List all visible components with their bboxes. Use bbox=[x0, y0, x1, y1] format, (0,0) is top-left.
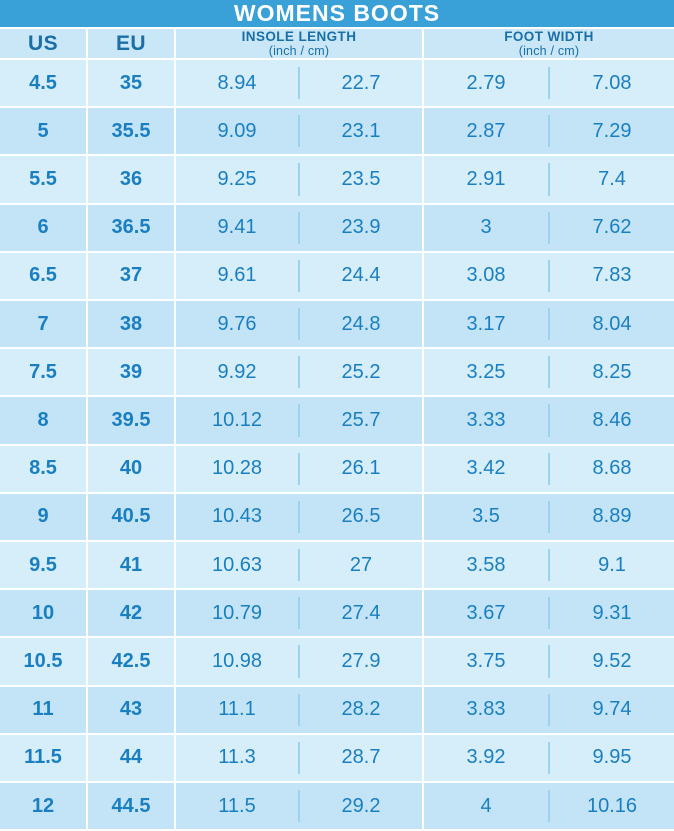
cell-foot-width bbox=[424, 638, 674, 686]
cell-width-cm: 7.62 bbox=[592, 216, 632, 239]
table-row bbox=[0, 638, 674, 686]
cell-foot-width bbox=[424, 108, 674, 156]
cell-insole-length bbox=[176, 494, 424, 542]
table-row bbox=[0, 397, 674, 445]
cell-width-inch: 2.91 bbox=[424, 163, 550, 195]
column-header-eu-label: EU bbox=[116, 31, 146, 55]
column-header-width-label: FOOT WIDTH bbox=[504, 29, 594, 44]
cell-eu-size: 37 bbox=[88, 253, 176, 301]
cell-eu-size: 44.5 bbox=[88, 783, 176, 831]
cell-width-inch: 3.58 bbox=[424, 549, 550, 581]
cell-insole-inch: 9.76 bbox=[176, 308, 300, 340]
column-header-insole-label: INSOLE LENGTH bbox=[241, 29, 357, 44]
cell-width-inch: 3.08 bbox=[424, 260, 550, 292]
cell-foot-width bbox=[424, 349, 674, 397]
cell-insole-cm: 28.2 bbox=[341, 698, 381, 721]
cell-insole-cm: 24.4 bbox=[341, 264, 381, 287]
cell-width-inch: 2.79 bbox=[424, 67, 550, 99]
cell-insole-cm: 26.5 bbox=[341, 505, 381, 528]
cell-width-cm: 10.16 bbox=[586, 794, 638, 817]
cell-us-size: 9.5 bbox=[0, 542, 88, 590]
cell-insole-cm: 25.7 bbox=[341, 409, 381, 432]
cell-width-cm: 9.74 bbox=[592, 698, 632, 721]
cell-insole-cm: 23.1 bbox=[341, 119, 381, 142]
cell-insole-cm: 28.7 bbox=[341, 746, 381, 769]
cell-width-inch: 2.87 bbox=[424, 115, 550, 147]
chart-title: WOMENS BOOTS bbox=[0, 0, 674, 29]
cell-us-size: 7.5 bbox=[0, 349, 88, 397]
cell-width-inch: 3.42 bbox=[424, 453, 550, 485]
cell-width-cm: 8.25 bbox=[592, 360, 632, 383]
cell-us-size: 11 bbox=[0, 687, 88, 735]
cell-insole-inch: 10.28 bbox=[176, 453, 300, 485]
cell-insole-cm: 23.5 bbox=[341, 168, 381, 191]
cell-us-size: 10.5 bbox=[0, 638, 88, 686]
cell-insole-length bbox=[176, 205, 424, 253]
cell-us-size: 8 bbox=[0, 397, 88, 445]
cell-eu-size: 38 bbox=[88, 301, 176, 349]
cell-insole-cm: 27.9 bbox=[341, 649, 381, 672]
cell-insole-length bbox=[176, 108, 424, 156]
cell-insole-length bbox=[176, 301, 424, 349]
cell-width-cm: 8.68 bbox=[592, 457, 632, 480]
cell-width-cm: 7.08 bbox=[592, 71, 632, 94]
table-row bbox=[0, 205, 674, 253]
column-header-insole-units: (inch / cm) bbox=[268, 44, 330, 59]
table-row bbox=[0, 735, 674, 783]
cell-insole-cm: 26.1 bbox=[341, 457, 381, 480]
cell-insole-length bbox=[176, 156, 424, 204]
cell-insole-inch: 8.94 bbox=[176, 67, 300, 99]
column-header-insole-length bbox=[176, 29, 424, 60]
table-header-row bbox=[0, 29, 674, 60]
column-header-eu bbox=[88, 29, 176, 60]
cell-width-cm: 9.1 bbox=[598, 553, 626, 576]
cell-width-cm: 8.89 bbox=[592, 505, 632, 528]
cell-eu-size: 36.5 bbox=[88, 205, 176, 253]
cell-foot-width bbox=[424, 783, 674, 831]
cell-eu-size: 35 bbox=[88, 60, 176, 108]
cell-insole-cm: 25.2 bbox=[341, 360, 381, 383]
cell-insole-inch: 9.61 bbox=[176, 260, 300, 292]
cell-width-cm: 7.29 bbox=[592, 119, 632, 142]
cell-width-inch: 3.83 bbox=[424, 694, 550, 726]
cell-insole-inch: 9.92 bbox=[176, 356, 300, 388]
cell-insole-inch: 10.12 bbox=[176, 404, 300, 436]
column-header-us-label: US bbox=[28, 31, 58, 55]
cell-eu-size: 42.5 bbox=[88, 638, 176, 686]
cell-eu-size: 41 bbox=[88, 542, 176, 590]
cell-insole-inch: 10.98 bbox=[176, 645, 300, 677]
cell-us-size: 5 bbox=[0, 108, 88, 156]
table-row bbox=[0, 108, 674, 156]
table-row bbox=[0, 687, 674, 735]
cell-insole-inch: 9.41 bbox=[176, 212, 300, 244]
table-row bbox=[0, 301, 674, 349]
cell-us-size: 9 bbox=[0, 494, 88, 542]
column-header-foot-width bbox=[424, 29, 674, 60]
cell-foot-width bbox=[424, 494, 674, 542]
cell-width-cm: 8.46 bbox=[592, 409, 632, 432]
cell-foot-width bbox=[424, 253, 674, 301]
cell-width-cm: 7.83 bbox=[592, 264, 632, 287]
cell-width-inch: 3.92 bbox=[424, 742, 550, 774]
cell-us-size: 7 bbox=[0, 301, 88, 349]
cell-insole-length bbox=[176, 446, 424, 494]
cell-width-cm: 8.04 bbox=[592, 312, 632, 335]
cell-eu-size: 43 bbox=[88, 687, 176, 735]
table-row bbox=[0, 542, 674, 590]
cell-insole-length bbox=[176, 735, 424, 783]
cell-us-size: 8.5 bbox=[0, 446, 88, 494]
cell-insole-length bbox=[176, 590, 424, 638]
cell-width-inch: 3.67 bbox=[424, 597, 550, 629]
cell-us-size: 12 bbox=[0, 783, 88, 831]
cell-width-cm: 9.31 bbox=[592, 601, 632, 624]
cell-width-cm: 9.95 bbox=[592, 746, 632, 769]
cell-us-size: 6.5 bbox=[0, 253, 88, 301]
cell-insole-inch: 11.5 bbox=[176, 790, 300, 822]
table-row bbox=[0, 590, 674, 638]
cell-width-inch: 3.33 bbox=[424, 404, 550, 436]
cell-insole-inch: 11.1 bbox=[176, 694, 300, 726]
cell-foot-width bbox=[424, 397, 674, 445]
cell-us-size: 5.5 bbox=[0, 156, 88, 204]
cell-insole-length bbox=[176, 783, 424, 831]
cell-insole-cm: 27.4 bbox=[341, 601, 381, 624]
cell-foot-width bbox=[424, 735, 674, 783]
cell-foot-width bbox=[424, 590, 674, 638]
column-header-width-units: (inch / cm) bbox=[518, 44, 580, 59]
cell-foot-width bbox=[424, 542, 674, 590]
table-row bbox=[0, 60, 674, 108]
column-header-us bbox=[0, 29, 88, 60]
table-row bbox=[0, 349, 674, 397]
cell-insole-length bbox=[176, 542, 424, 590]
cell-insole-length bbox=[176, 60, 424, 108]
cell-foot-width bbox=[424, 446, 674, 494]
table-row bbox=[0, 446, 674, 494]
cell-foot-width bbox=[424, 687, 674, 735]
table-row bbox=[0, 156, 674, 204]
cell-insole-length bbox=[176, 397, 424, 445]
cell-us-size: 6 bbox=[0, 205, 88, 253]
cell-width-inch: 3 bbox=[424, 212, 550, 244]
table-body bbox=[0, 60, 674, 831]
cell-insole-inch: 10.79 bbox=[176, 597, 300, 629]
table-row bbox=[0, 494, 674, 542]
cell-us-size: 10 bbox=[0, 590, 88, 638]
cell-us-size: 11.5 bbox=[0, 735, 88, 783]
cell-foot-width bbox=[424, 60, 674, 108]
cell-eu-size: 39.5 bbox=[88, 397, 176, 445]
cell-eu-size: 40 bbox=[88, 446, 176, 494]
cell-insole-cm: 24.8 bbox=[341, 312, 381, 335]
cell-width-inch: 3.25 bbox=[424, 356, 550, 388]
cell-insole-inch: 9.25 bbox=[176, 163, 300, 195]
cell-insole-inch: 11.3 bbox=[176, 742, 300, 774]
cell-insole-inch: 9.09 bbox=[176, 115, 300, 147]
cell-width-inch: 4 bbox=[424, 790, 550, 822]
cell-us-size: 4.5 bbox=[0, 60, 88, 108]
table-row bbox=[0, 783, 674, 831]
cell-width-cm: 7.4 bbox=[598, 168, 626, 191]
cell-width-cm: 9.52 bbox=[592, 649, 632, 672]
cell-insole-length bbox=[176, 349, 424, 397]
cell-insole-cm: 23.9 bbox=[341, 216, 381, 239]
cell-insole-length bbox=[176, 253, 424, 301]
cell-width-inch: 3.5 bbox=[424, 501, 550, 533]
cell-eu-size: 40.5 bbox=[88, 494, 176, 542]
cell-eu-size: 36 bbox=[88, 156, 176, 204]
cell-insole-cm: 27 bbox=[349, 553, 373, 576]
cell-insole-inch: 10.43 bbox=[176, 501, 300, 533]
cell-width-inch: 3.75 bbox=[424, 645, 550, 677]
cell-foot-width bbox=[424, 205, 674, 253]
cell-foot-width bbox=[424, 156, 674, 204]
cell-eu-size: 44 bbox=[88, 735, 176, 783]
cell-eu-size: 39 bbox=[88, 349, 176, 397]
cell-eu-size: 35.5 bbox=[88, 108, 176, 156]
cell-insole-cm: 29.2 bbox=[341, 794, 381, 817]
table-row bbox=[0, 253, 674, 301]
cell-insole-cm: 22.7 bbox=[341, 71, 381, 94]
cell-insole-length bbox=[176, 687, 424, 735]
cell-width-inch: 3.17 bbox=[424, 308, 550, 340]
cell-foot-width bbox=[424, 301, 674, 349]
cell-insole-inch: 10.63 bbox=[176, 549, 300, 581]
cell-eu-size: 42 bbox=[88, 590, 176, 638]
cell-insole-length bbox=[176, 638, 424, 686]
